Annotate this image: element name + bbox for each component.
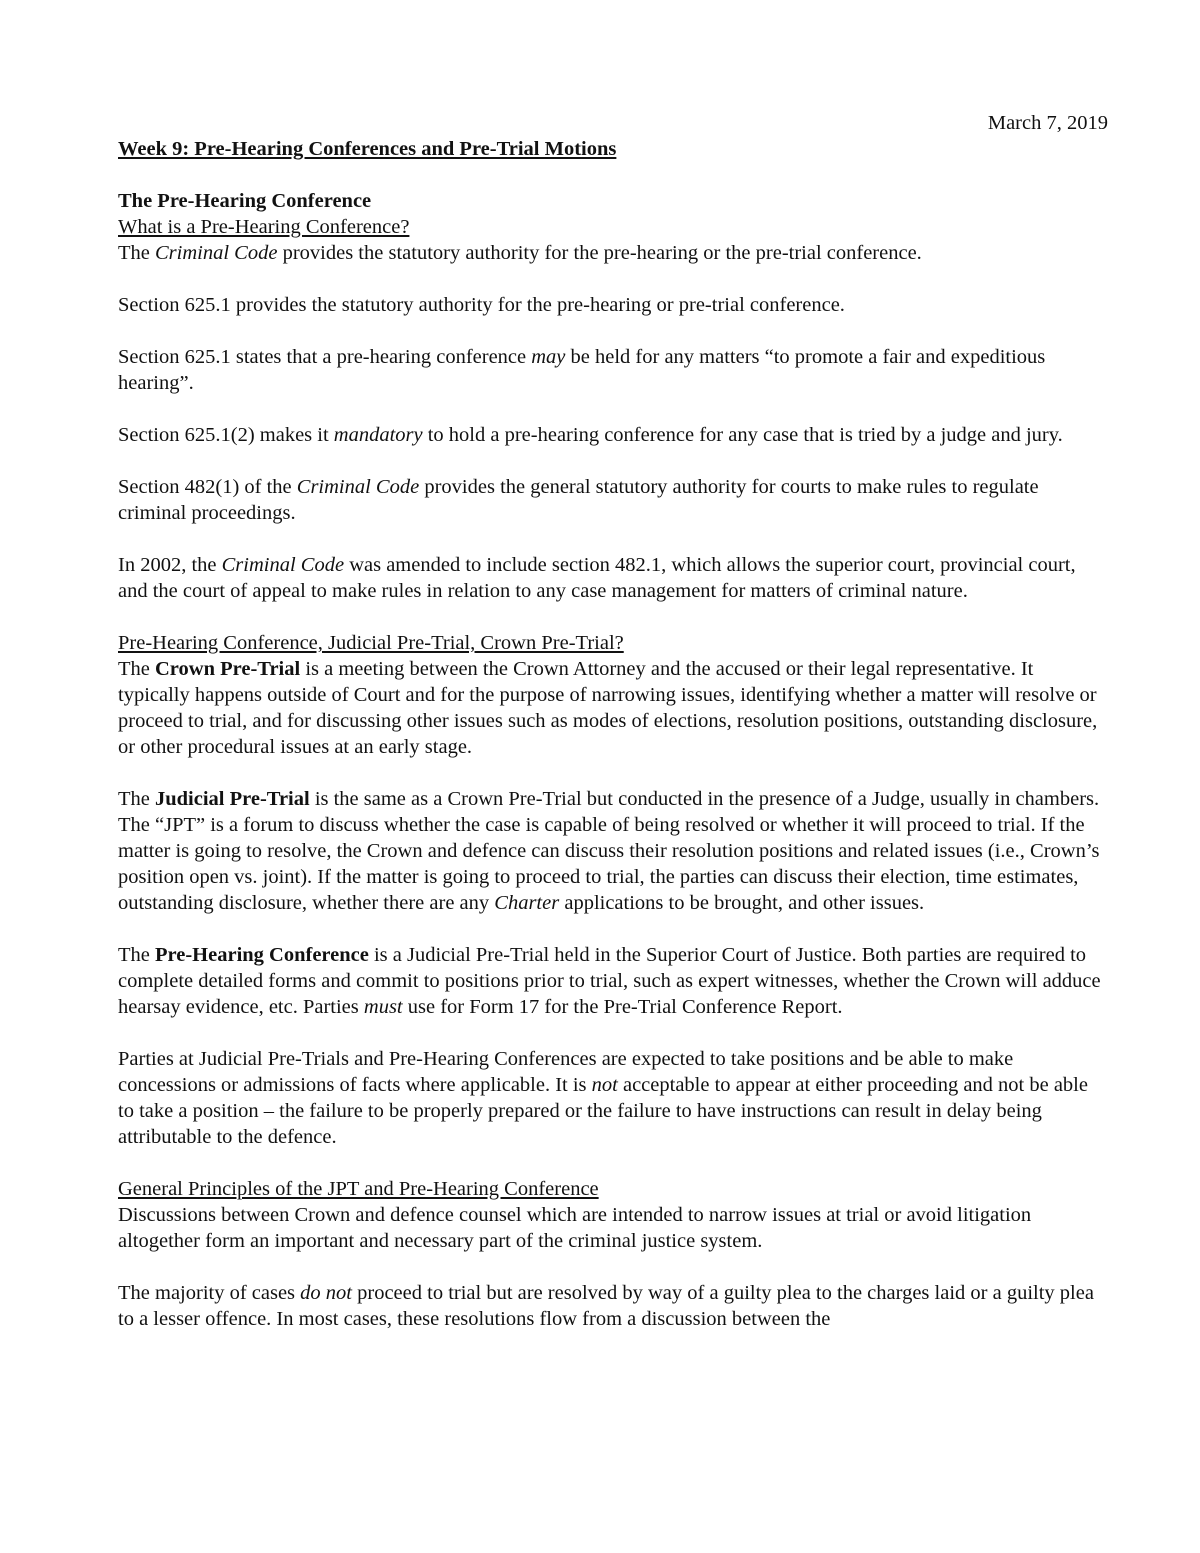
subheading-what-is: What is a Pre-Hearing Conference? <box>118 216 410 238</box>
paragraph: Section 482(1) of the Criminal Code provides the general statutory authority for courts to make rules to regulate criminal proceedings. <box>118 476 1039 524</box>
document-date: March 7, 2019 <box>987 112 1108 134</box>
paragraph: In 2002, the Criminal Code was amended to include section 482.1, which allows the superior court, provincial court, and the court of appeal to make rules in relation to any case management for matters of criminal nature. <box>118 554 1076 602</box>
paragraph: The Criminal Code provides the statutory authority for the pre-hearing or the pre-trial conference. <box>118 242 922 264</box>
paragraph: Section 625.1 states that a pre-hearing conference may be held for any matters “to promote a fair and expeditious hearing”. <box>118 346 1046 394</box>
paragraph: Parties at Judicial Pre-Trials and Pre-Hearing Conferences are expected to take positions and be able to make concessions or admissions of facts where applicable. It is not acceptable to appear at either proceeding and not be able to take a position – the failure to be properly prepared or the failure to have instructions can result in delay being attributable to the defence. <box>118 1048 1088 1148</box>
paragraph: Discussions between Crown and defence counsel which are intended to narrow issues at trial or avoid litigation altogether form an important and necessary part of the criminal justice system. <box>118 1204 1032 1252</box>
subheading-general-principles: General Principles of the JPT and Pre-Hearing Conference <box>118 1178 599 1200</box>
document-page <box>118 110 1108 1358</box>
paragraph: The Pre-Hearing Conference is a Judicial Pre-Trial held in the Superior Court of Justice. Both parties are required to complete detailed forms and commit to positions prior to trial, such as expert witnesses, whether the Crown will adduce hearsay evidence, etc. Parties must use for Form 17 for the Pre-Trial Conference Report. <box>118 944 1101 1018</box>
document-title: Week 9: Pre-Hearing Conferences and Pre-Trial Motions <box>118 138 617 160</box>
paragraph: The Judicial Pre-Trial is the same as a Crown Pre-Trial but conducted in the presence of a Judge, usually in chambers. The “JPT” is a forum to discuss whether the case is capable of being resolved or whether it will proceed to trial. If the matter is going to resolve, the Crown and defence can discuss their resolution positions and related issues (i.e., Crown’s position open vs. joint). If the matter is going to proceed to trial, the parties can discuss their election, time estimates, outstanding disclosure, whether there are any Charter applications to be brought, and other issues. <box>118 788 1100 914</box>
paragraph: The Crown Pre-Trial is a meeting between the Crown Attorney and the accused or their legal representative. It typically happens outside of Court and for the purpose of narrowing issues, identifying whether a matter will resolve or proceed to trial, and for discussing other issues such as modes of elections, resolution positions, outstanding disclosure, or other procedural issues at an early stage. <box>118 658 1098 758</box>
subheading-pretrial-types: Pre-Hearing Conference, Judicial Pre-Trial, Crown Pre-Trial? <box>118 632 624 654</box>
paragraph: The majority of cases do not proceed to trial but are resolved by way of a guilty plea to the charges laid or a guilty plea to a lesser offence. In most cases, these resolutions flow from a discussion between the <box>118 1282 1094 1330</box>
paragraph: Section 625.1(2) makes it mandatory to hold a pre-hearing conference for any case that is tried by a judge and jury. <box>118 424 1063 446</box>
paragraph: Section 625.1 provides the statutory authority for the pre-hearing or pre-trial conference. <box>118 294 845 316</box>
section-heading-pre-hearing-conference: The Pre-Hearing Conference <box>118 190 372 212</box>
